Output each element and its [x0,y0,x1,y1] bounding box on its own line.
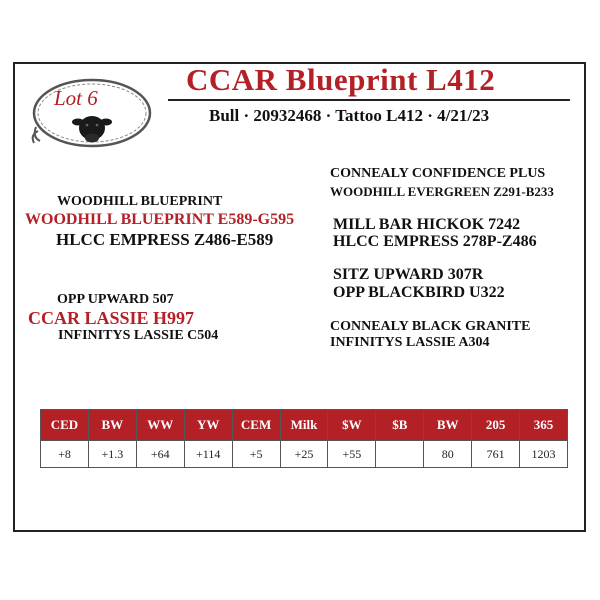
epd-value-205: 761 [472,441,520,468]
dam-dam-dam: INFINITYS LASSIE A304 [330,335,490,350]
sire-dam: HLCC EMPRESS Z486-E589 [56,230,274,249]
sire-dam-dam: HLCC EMPRESS 278P-Z486 [333,233,537,250]
epd-header-w-index: $W [328,410,376,441]
dam-name: CCAR LASSIE H997 [28,308,195,328]
epd-value-actual-bw: 80 [424,441,472,468]
dam-dam-sire: CONNEALY BLACK GRANITE [330,319,531,334]
epd-header-milk: Milk [280,410,328,441]
epd-header-205: 205 [472,410,520,441]
lot-label: Lot 6 [54,86,98,110]
animal-subtitle: Bull · 20932468 · Tattoo L412 · 4/21/23 [209,106,490,125]
epd-table [40,409,568,468]
dam-dam: INFINITYS LASSIE C504 [58,328,219,343]
epd-header-cem: CEM [232,410,280,441]
epd-value-yw: +114 [184,441,232,468]
dam-sire-dam: OPP BLACKBIRD U322 [333,284,505,301]
dam-sire-sire: SITZ UPWARD 307R [333,266,484,283]
sire-sire-dam: WOODHILL EVERGREEN Z291-B233 [330,184,554,199]
sire-name: WOODHILL BLUEPRINT E589-G595 [25,211,295,228]
epd-value-milk: +25 [280,441,328,468]
cattle-head-icon [72,116,112,143]
dam-sire: OPP UPWARD 507 [57,292,174,307]
epd-header-ced: CED [41,410,89,441]
epd-header-b-index: $B [376,410,424,441]
sire-sire-sire: CONNEALY CONFIDENCE PLUS [330,166,546,181]
epd-value-bw: +1.3 [88,441,136,468]
epd-value-365: 1203 [520,441,568,468]
epd-header-yw: YW [184,410,232,441]
page-title: CCAR Blueprint L412 [186,62,496,97]
epd-value-w-index: +55 [328,441,376,468]
epd-header-actual-bw: BW [424,410,472,441]
epd-header-row [41,410,568,441]
epd-value-b-index [376,441,424,468]
epd-value-cem: +5 [232,441,280,468]
epd-header-bw: BW [88,410,136,441]
sire-dam-sire: MILL BAR HICKOK 7242 [333,216,521,233]
epd-value-ced: +8 [41,441,89,468]
epd-value-ww: +64 [136,441,184,468]
sire-sire: WOODHILL BLUEPRINT [57,194,223,209]
lot-logo [30,75,155,155]
epd-header-ww: WW [136,410,184,441]
epd-header-365: 365 [520,410,568,441]
epd-value-row [41,441,568,468]
title-divider [168,99,570,101]
